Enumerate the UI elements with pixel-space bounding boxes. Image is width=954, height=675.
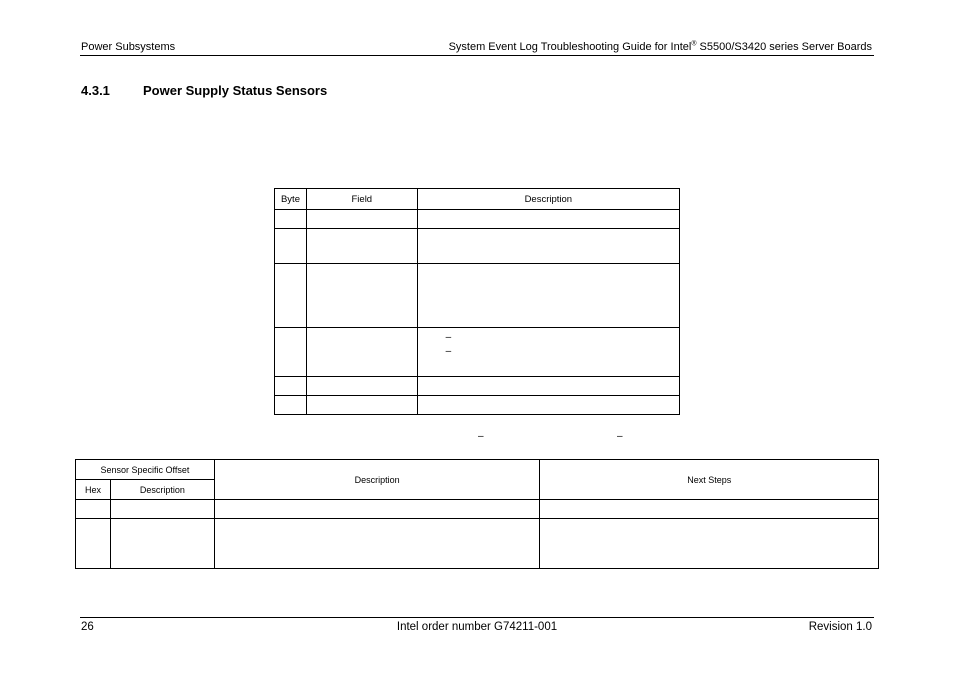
text-dash: – — [617, 431, 623, 442]
section-number: 4.3.1 — [81, 83, 110, 98]
text-dash: – — [478, 431, 484, 442]
col-header-description: Description — [214, 460, 540, 500]
event-trigger-table — [274, 188, 680, 415]
list-dash: – — [445, 332, 452, 343]
table-row — [76, 519, 879, 569]
table-row — [76, 500, 879, 519]
list-dash: – — [445, 346, 452, 357]
col-header-sensor-offset: Sensor Specific Offset — [76, 460, 215, 480]
table-row — [275, 264, 680, 328]
col-header-byte: Byte — [275, 189, 307, 210]
section-title: Power Supply Status Sensors — [143, 83, 328, 98]
table-header-row — [76, 460, 879, 480]
table-header-row — [275, 189, 680, 210]
col-header-hex: Hex — [76, 480, 111, 500]
table-row — [275, 210, 680, 229]
revision: Revision 1.0 — [808, 621, 872, 633]
table-row — [275, 229, 680, 264]
order-number: Intel order number G74211-001 — [396, 621, 558, 633]
running-header-section: Power Subsystems — [81, 41, 176, 53]
footer-rule — [80, 617, 874, 618]
table-row — [275, 396, 680, 415]
header-title-suffix: S5500/S3420 series Server Boards — [696, 41, 872, 53]
col-header-field: Field — [306, 189, 417, 210]
col-header-offset-description: Description — [110, 480, 214, 500]
running-header-title — [449, 41, 872, 53]
header-rule — [80, 55, 874, 56]
sensor-offset-table — [75, 459, 879, 569]
col-header-next-steps: Next Steps — [540, 460, 879, 500]
page-number: 26 — [81, 621, 94, 633]
header-title-text: System Event Log Troubleshooting Guide for Intel — [448, 41, 692, 53]
table-row — [275, 328, 680, 377]
registered-mark: ® — [691, 40, 697, 48]
col-header-description: Description — [417, 189, 679, 210]
section-heading — [81, 83, 327, 98]
table-row — [275, 377, 680, 396]
